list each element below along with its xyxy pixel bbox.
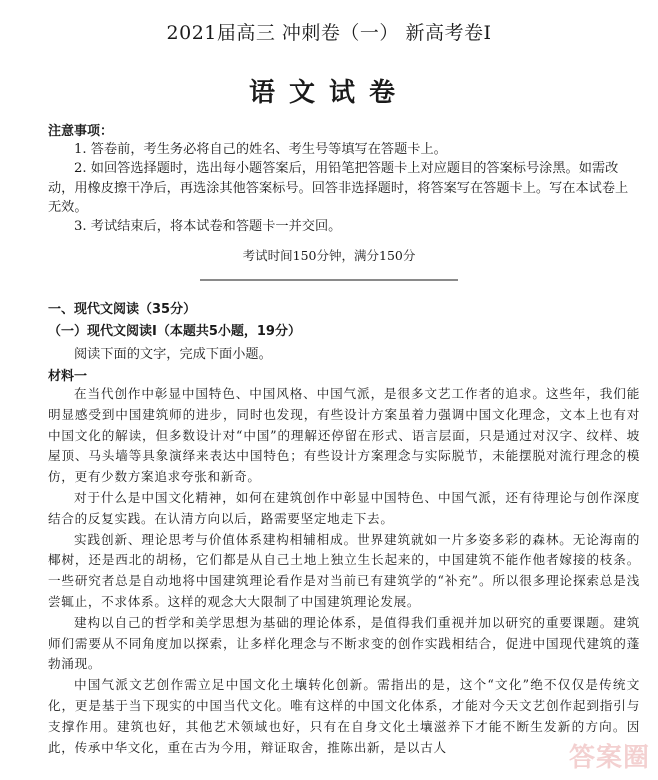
notice-item: 1. 答卷前，考生务必将自己的姓名、考生号等填写在答题卡上。 (74, 142, 447, 157)
divider (200, 279, 458, 281)
exam-title: 2021届高三 冲刺卷（一） 新高考卷I (166, 22, 492, 44)
watermark-logo: 答案圈 (568, 743, 650, 773)
passage-paragraph: 实践创新、理论思考与价值体系建构相辅相成。世界建筑就如一片多姿多彩的森林。无论海南的椰树，还是西北的胡杨，它们都是从自己土地上独立生长起来的，中国建筑不能作他者嫁接的枝条。一些研究者总是自动地将中国建筑理论看作是对当前已有建筑学的“补充”。所以很多理论探索总是浅尝辄止，不求体系。这样的观念大大限制了中国建筑理论发展。 (48, 531, 640, 609)
subject-title: 语文试卷 (248, 78, 409, 108)
notice-item: 2. 如回答选择题时，选出每小题答案后，用铅笔把答题卡上对应题目的答案标号涂黑。如需改动，用橡皮擦干净后，再选涂其他答案标号。回答非选择题时，将答案写在答题卡上。写在本试卷上无效。 (48, 161, 629, 215)
passage-text (48, 384, 640, 758)
exam-time-note: 考试时间150分钟，满分150分 (242, 248, 416, 263)
notice-label: 注意事项： (48, 124, 114, 139)
material-label: 材料一 (48, 369, 88, 384)
passage-paragraph: 对于什么是中国文化精神，如何在建筑创作中彰显中国特色、中国气派，还有待理论与创作深度结合的反复实践。在认清方向以后，路需要坚定地走下去。 (48, 489, 640, 526)
notice-list (48, 140, 638, 236)
passage-paragraph: 中国气派文艺创作需立足中国文化土壤转化创新。需指出的是，这个“文化”绝不仅仅是传统文化，更是基于当下现实的中国当代文化。唯有这样的中国文化体系，才能对今天文艺创作起到指引与支撑作用。建筑也好，其他艺术领域也好，只有在自身文化土壤滋养下才能不断生发新的方向。因此，传承中华文化，重在古为今用，辩证取舍，推陈出新，是以古人 (48, 677, 640, 755)
notice-item: 3. 考试结束后，将本试卷和答题卡一并交回。 (74, 219, 342, 235)
section-instruction: 阅读下面的文字，完成下面小题。 (74, 347, 272, 362)
passage-paragraph: 在当代创作中彰显中国特色、中国风格、中国气派，是很多文艺工作者的追求。这些年，我们能明显感受到中国建筑师的进步，同时也发现，有些设计方案虽着力强调中国文化理念，文本上也有对中国文化的解读，但多数设计对“中国”的理解还停留在形式、语言层面，只是通过对汉字、纹样、坡屋顶、马头墙等具象演绎来表达中国特色；有些设计方案理念与实际脱节，未能摆脱对流行理念的模仿，更有少数方案追求夸张和新奇。 (48, 386, 640, 485)
passage-paragraph: 建构以自己的哲学和美学思想为基础的理论体系，是值得我们重视并加以研究的重要课题。建筑师们需要从不同角度加以探索，让多样化理念与不断求变的创作实践相结合，促进中国现代建筑的蓬勃涌现。 (48, 614, 640, 672)
section-subheading: （一）现代文阅读Ⅰ（本题共5小题，19分） (48, 324, 301, 339)
section-heading: 一、现代文阅读（35分） (48, 302, 197, 317)
